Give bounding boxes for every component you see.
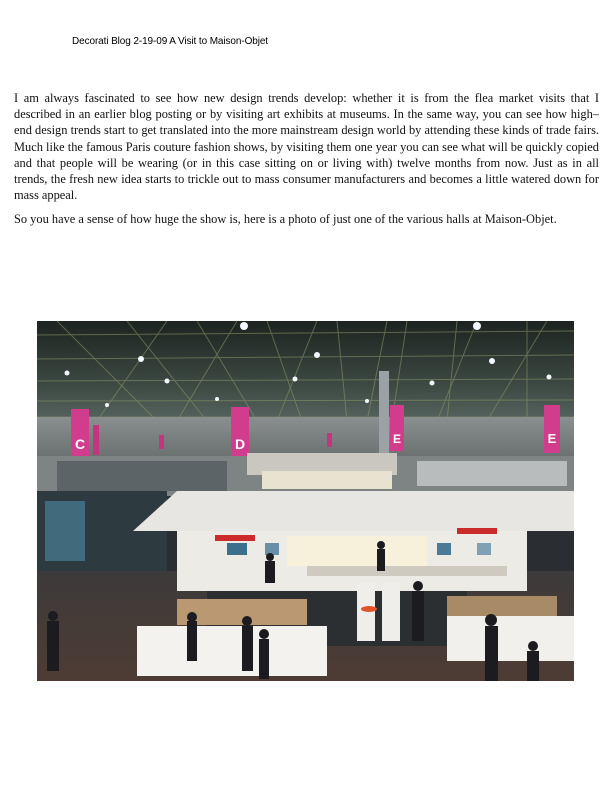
paragraph-hall: So you have a sense of how huge the show is, here is a photo of just one of the various halls at Maison-Objet.: [14, 212, 557, 227]
main-booth: [133, 491, 574, 591]
banner-d-letter: D: [234, 436, 246, 452]
article-body: [14, 90, 599, 236]
banner-c-letter: C: [74, 436, 86, 452]
page-header: Decorati Blog 2-19-09 A Visit to Maison-Objet: [72, 36, 268, 47]
exhibition-hall-photo: [37, 321, 574, 681]
distant-booths: [37, 453, 574, 496]
floor-accent-dot: [361, 606, 377, 612]
banner-e-right-letter: E: [547, 431, 557, 446]
banner-e-center-letter: E: [392, 432, 402, 446]
paragraph-intro: I am always fascinated to see how new design trends develop: whether it is from the flea market visits that I described in an earlier blog posting or by visiting art exhibits at museums. In the same way, you can see how high–end design trends start to get translated into the more mainstream design world by attending these kinds of trade fairs. Much like the famous Paris couture fashion shows, by visiting them one year you can see what will be quickly copied and that people will be wearing (or in this case sitting on or living with) twelve months from now. Just as in all trends, the fresh new idea starts to trickle out to mass consumer manufacturers and becomes a little watered down for mass appeal.: [14, 91, 599, 203]
hall-photo-illustration: [37, 321, 574, 681]
